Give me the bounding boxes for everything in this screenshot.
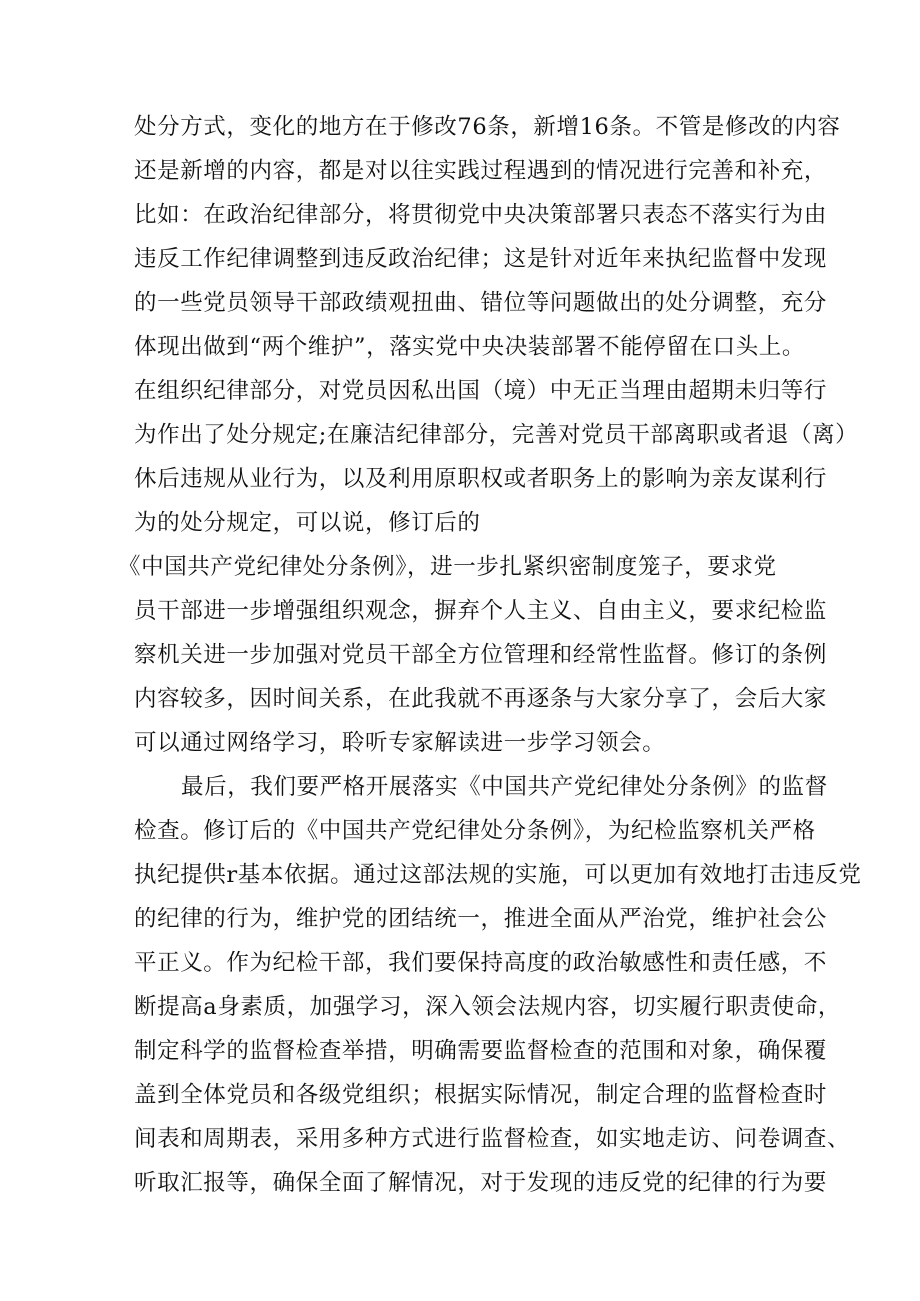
text-line: 检查。修订后的《中国共产党纪律处分条例》，为纪检监察机关严格 (134, 818, 816, 844)
text-line: 间表和周期表，采用多种方式进行监督检查，如实地走访、问卷调查、 (134, 1126, 851, 1152)
text-line: 处分方式，变化的地方在于修改76条，新增16条。不管是修改的内容 (134, 114, 841, 140)
text-line: 内容较多，因时间关系，在此我就不再逐条与大家分享了，会后大家 (134, 686, 828, 712)
text-line: 的一些党员领导干部政绩观扭曲、错位等问题做出的处分调整，充分 (134, 290, 828, 316)
text-line: 听取汇报等，确保全面了解情况，对于发现的违反党的纪律的行为要 (134, 1170, 828, 1196)
text-line: 体现出做到“两个维护”，落实党中央决装部署不能停留在口头上。 (134, 334, 806, 360)
text-line: 为的处分规定，可以说，修订后的 (134, 510, 481, 536)
text-line: 在组织纪律部分，对党员因私出国（境）中无正当理由超期未归等行 (134, 378, 828, 404)
text-line: 断提高a身素质，加强学习，深入领会法规内容，切实履行职责使命， (134, 994, 842, 1020)
text-line: 比如：在政治纪律部分，将贯彻党中央决策部署只表态不落实行为由 (134, 202, 828, 228)
text-line: 休后违规从业行为，以及利用原职权或者职务上的影响为亲友谋利行 (134, 466, 828, 492)
paragraph-start-line: 最后，我们要严格开展落实《中国共产党纪律处分条例》的监督 (181, 774, 828, 800)
text-line: 执纪提供r基本依据。通过这部法规的实施，可以更加有效地打击违反党 (134, 862, 862, 888)
text-line: 违反工作纪律调整到违反政治纪律；这是针对近年来执纪监督中发现 (134, 246, 828, 272)
text-line: 可以通过网络学习，聆听专家解读进一步学习领会。 (134, 730, 666, 756)
text-line: 平正义。作为纪检干部，我们要保持高度的政治敏感性和责任感，不 (134, 950, 828, 976)
text-line: 察机关进一步加强对党员干部全方位管理和经常性监督。修订的条例 (134, 642, 828, 668)
text-line: 盖到全体党员和各级党组织；根据实际情况，制定合理的监督检查时 (134, 1082, 828, 1108)
text-line: 员干部进一步增强组织观念，摒弃个人主义、自由主义，要求纪检监 (134, 598, 828, 624)
text-line: 《中国共产党纪律处分条例》，进一步扎紧织密制度笼子，要求党 (118, 554, 777, 580)
text-line: 还是新增的内容，都是对以往实践过程遇到的情况进行完善和补充， (134, 158, 828, 184)
text-line: 为作出了处分规定;在廉洁纪律部分，完善对党员干部离职或者退（离） (134, 422, 859, 448)
text-line: 的纪律的行为，维护党的团结统一，推进全面从严治党，维护社会公 (134, 906, 828, 932)
text-line: 制定科学的监督检查举措，明确需要监督检查的范围和对象，确保覆 (134, 1038, 828, 1064)
